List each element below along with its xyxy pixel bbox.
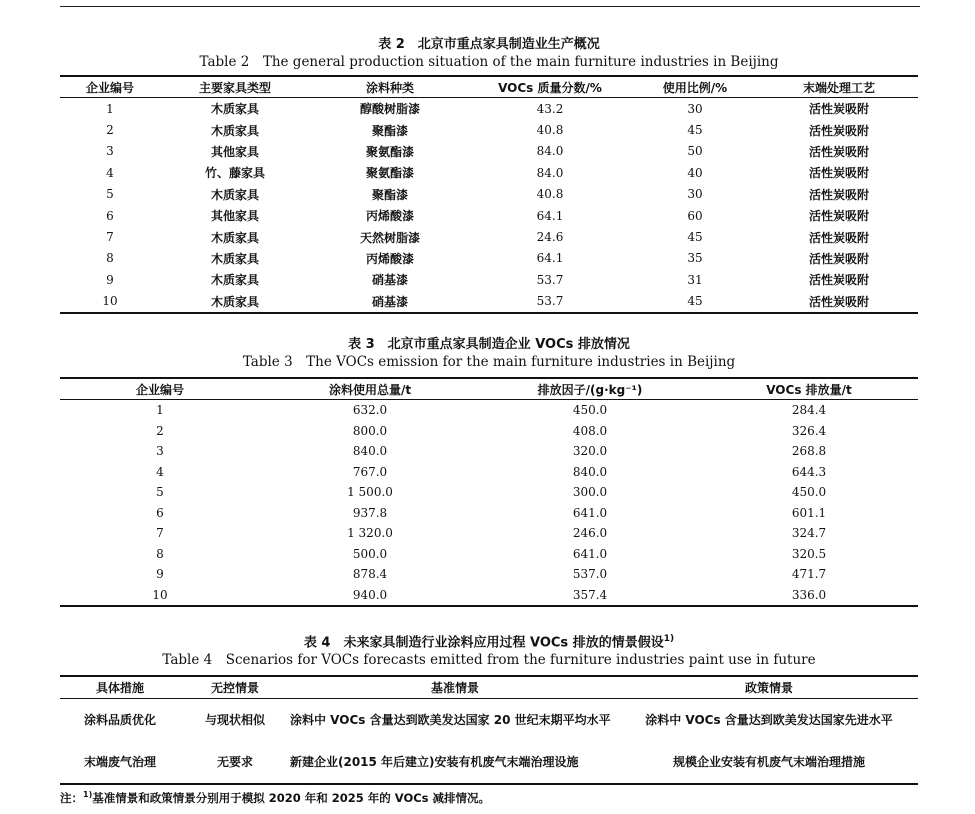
table-cell: 940.0	[352, 587, 388, 602]
table-cell: 硝基漆	[371, 294, 408, 309]
table-row	[60, 162, 918, 183]
top-rule	[60, 6, 920, 7]
table-cell: 632.0	[352, 403, 388, 418]
table-cell: 木质家具	[210, 123, 259, 138]
table-cell: 竹、藤家具	[204, 166, 265, 181]
table-cell: 涂料品质优化	[83, 712, 156, 727]
table-cell: 活性炭吸附	[808, 209, 869, 224]
table-cell: 45	[687, 123, 703, 138]
table-cell: 3	[106, 144, 114, 159]
table-cell: 丙烯酸漆	[365, 209, 414, 224]
footnote-text: 基准情景和政策情景分别用于模拟 2020 年和 2025 年的 VOCs 减排情况。	[92, 791, 491, 805]
table-2-header-row	[60, 76, 918, 98]
table-row	[60, 291, 918, 313]
table-row	[60, 119, 918, 140]
table-cell: 64.1	[536, 208, 564, 223]
table-cell: 53.7	[536, 272, 564, 287]
table-4	[60, 630, 918, 785]
table-cell: 活性炭吸附	[808, 187, 869, 202]
table-cell: 45	[687, 294, 703, 309]
table-cell: 规模企业安装有机废气末端治理措施	[672, 754, 865, 769]
table-cell: 7	[156, 526, 164, 541]
table-cell: 木质家具	[210, 102, 259, 117]
table-4-grid	[60, 675, 918, 785]
table-row	[60, 564, 918, 585]
table-4-caption-sup: 1)	[663, 634, 675, 644]
table-cell: 木质家具	[210, 187, 259, 202]
table-4-caption-en: Table 4 Scenarios for VOCs forecasts emitted from the furniture industries paint use in future	[162, 652, 816, 669]
table-cell: 4	[106, 165, 114, 180]
footnote-prefix: 注：	[60, 791, 83, 805]
table-cell: 聚酯漆	[371, 187, 408, 202]
table-cell: 10	[102, 294, 118, 309]
table-cell: 活性炭吸附	[808, 294, 869, 309]
table-cell: 1 320.0	[347, 526, 393, 541]
table-cell: 聚氨酯漆	[365, 166, 414, 181]
table-cell: 天然树脂漆	[359, 230, 420, 245]
table-row	[60, 226, 918, 247]
table-cell: 644.3	[791, 464, 827, 479]
table-cell: 6	[106, 208, 114, 223]
table-cell: 10	[152, 587, 168, 602]
table-cell: 1	[106, 101, 114, 116]
table-cell: 活性炭吸附	[808, 273, 869, 288]
table-cell: 活性炭吸附	[808, 123, 869, 138]
table-4-header: 基准情景	[430, 681, 479, 696]
table-cell: 活性炭吸附	[808, 102, 869, 117]
table-2-grid	[60, 75, 918, 314]
table-cell: 320.0	[572, 444, 608, 459]
table-cell: 246.0	[572, 526, 608, 541]
table-cell: 与现状相似	[204, 712, 265, 727]
table-2-header: 末端处理工艺	[802, 80, 875, 95]
table-cell: 末端废气治理	[83, 754, 156, 769]
table-cell: 641.0	[572, 546, 608, 561]
table-cell: 471.7	[791, 567, 827, 582]
table-row	[60, 141, 918, 162]
table-3-grid	[60, 377, 918, 607]
table-cell: 9	[106, 272, 114, 287]
table-cell: 64.1	[536, 251, 564, 266]
table-cell: 601.1	[791, 505, 827, 520]
table-cell: 84.0	[536, 165, 564, 180]
table-2-header: 企业编号	[85, 80, 134, 95]
table-cell: 30	[687, 101, 703, 116]
table-4-header: 政策情景	[744, 681, 793, 696]
table-row	[60, 184, 918, 205]
table-cell: 408.0	[572, 423, 608, 438]
table-cell: 60	[687, 208, 703, 223]
table-cell: 丙烯酸漆	[365, 251, 414, 266]
table-cell: 84.0	[536, 144, 564, 159]
table-row	[60, 462, 918, 483]
table-cell: 2	[106, 123, 114, 138]
table-cell: 320.5	[791, 546, 827, 561]
table-4-header: 具体措施	[95, 681, 144, 696]
table-cell: 5	[156, 485, 164, 500]
table-cell: 8	[156, 546, 164, 561]
table-2-header: 主要家具类型	[198, 80, 271, 95]
table-cell: 878.4	[352, 567, 388, 582]
table-row	[60, 441, 918, 462]
table-3	[60, 336, 918, 607]
table-row	[60, 741, 918, 784]
table-3-caption-en: Table 3 The VOCs emission for the main furniture industries in Beijing	[242, 354, 736, 370]
table-cell: 326.4	[791, 423, 827, 438]
table-cell: 50	[687, 144, 703, 159]
footnote-sup: 1)	[83, 790, 93, 800]
table-cell: 53.7	[536, 294, 564, 309]
table-cell: 43.2	[536, 101, 564, 116]
table-4-header: 无控情景	[210, 681, 259, 696]
table-cell: 木质家具	[210, 230, 259, 245]
table-cell: 活性炭吸附	[808, 166, 869, 181]
table-cell: 木质家具	[210, 273, 259, 288]
table-cell: 450.0	[791, 485, 827, 500]
table-row	[60, 699, 918, 742]
table-cell: 937.8	[352, 505, 388, 520]
table-cell: 其他家具	[210, 144, 259, 159]
table-cell: 4	[156, 464, 164, 479]
table-cell: 840.0	[572, 464, 608, 479]
table-cell: 无要求	[216, 754, 253, 769]
table-cell: 木质家具	[210, 294, 259, 309]
table-4-header-row	[60, 676, 918, 699]
table-cell: 5	[106, 187, 114, 202]
table-4-caption-zh-text: 表 4 未来家具制造行业涂料应用过程 VOCs 排放的情景假设	[303, 635, 664, 651]
table-cell: 641.0	[572, 505, 608, 520]
table-cell: 30	[687, 187, 703, 202]
table-cell: 840.0	[352, 444, 388, 459]
table-row	[60, 400, 918, 421]
table-3-header-row	[60, 378, 918, 400]
table-cell: 35	[687, 251, 703, 266]
table-cell: 其他家具	[210, 209, 259, 224]
table-row	[60, 421, 918, 442]
table-cell: 1 500.0	[347, 485, 393, 500]
table-cell: 硝基漆	[371, 273, 408, 288]
table-cell: 767.0	[352, 464, 388, 479]
table-cell: 800.0	[352, 423, 388, 438]
table-cell: 聚氨酯漆	[365, 144, 414, 159]
table-row	[60, 482, 918, 503]
table-cell: 活性炭吸附	[808, 230, 869, 245]
table-cell: 40	[687, 165, 703, 180]
table-2-header: VOCs 质量分数/%	[498, 80, 602, 95]
table-cell: 新建企业(2015 年后建立)安装有机废气末端治理设施	[290, 754, 579, 769]
table-3-header: 涂料使用总量/t	[328, 382, 412, 397]
table-row	[60, 585, 918, 607]
table-cell: 31	[687, 272, 703, 287]
table-cell: 324.7	[791, 526, 827, 541]
table-cell: 3	[156, 444, 164, 459]
table-3-header: 企业编号	[135, 382, 184, 397]
table-3-header: VOCs 排放量/t	[766, 382, 852, 397]
table-cell: 500.0	[352, 546, 388, 561]
table-2-caption-en: Table 2 The general production situation of the main furniture industries in Beijing	[199, 54, 779, 70]
table-cell: 1	[156, 403, 164, 418]
table-cell: 涂料中 VOCs 含量达到欧美发达国家先进水平	[645, 712, 893, 727]
table-cell: 45	[687, 230, 703, 245]
table-row	[60, 205, 918, 226]
table-cell: 450.0	[572, 403, 608, 418]
table-cell: 醇酸树脂漆	[359, 102, 420, 117]
table-cell: 24.6	[536, 230, 564, 245]
table-cell: 268.8	[791, 444, 827, 459]
table-cell: 284.4	[791, 403, 827, 418]
table-row	[60, 544, 918, 565]
table-cell: 336.0	[791, 587, 827, 602]
table-2-header: 使用比例/%	[662, 80, 728, 95]
table-cell: 6	[156, 505, 164, 520]
table-4-caption-zh	[60, 630, 918, 652]
table-cell: 357.4	[572, 587, 608, 602]
table-cell: 9	[156, 567, 164, 582]
table-row	[60, 503, 918, 524]
table-row	[60, 98, 918, 120]
table-3-caption-zh: 表 3 北京市重点家具制造企业 VOCs 排放情况	[348, 337, 630, 352]
table-cell: 537.0	[572, 567, 608, 582]
table-cell: 聚酯漆	[371, 123, 408, 138]
table-row	[60, 523, 918, 544]
table-cell: 40.8	[536, 187, 564, 202]
table-cell: 2	[156, 423, 164, 438]
table-cell: 7	[106, 230, 114, 245]
table-cell: 活性炭吸附	[808, 251, 869, 266]
table-row	[60, 248, 918, 269]
table-cell: 8	[106, 251, 114, 266]
table-row	[60, 269, 918, 290]
table-2-header: 涂料种类	[365, 80, 414, 95]
table-cell: 木质家具	[210, 251, 259, 266]
table-cell: 涂料中 VOCs 含量达到欧美发达国家 20 世纪末期平均水平	[290, 712, 611, 727]
table-cell: 40.8	[536, 123, 564, 138]
table-footnote	[60, 790, 490, 806]
table-3-header: 排放因子/(g·kg⁻¹)	[537, 382, 643, 397]
table-2	[60, 36, 918, 314]
table-2-caption-zh: 表 2 北京市重点家具制造业生产概况	[378, 37, 600, 52]
table-cell: 300.0	[572, 485, 608, 500]
table-cell: 活性炭吸附	[808, 144, 869, 159]
